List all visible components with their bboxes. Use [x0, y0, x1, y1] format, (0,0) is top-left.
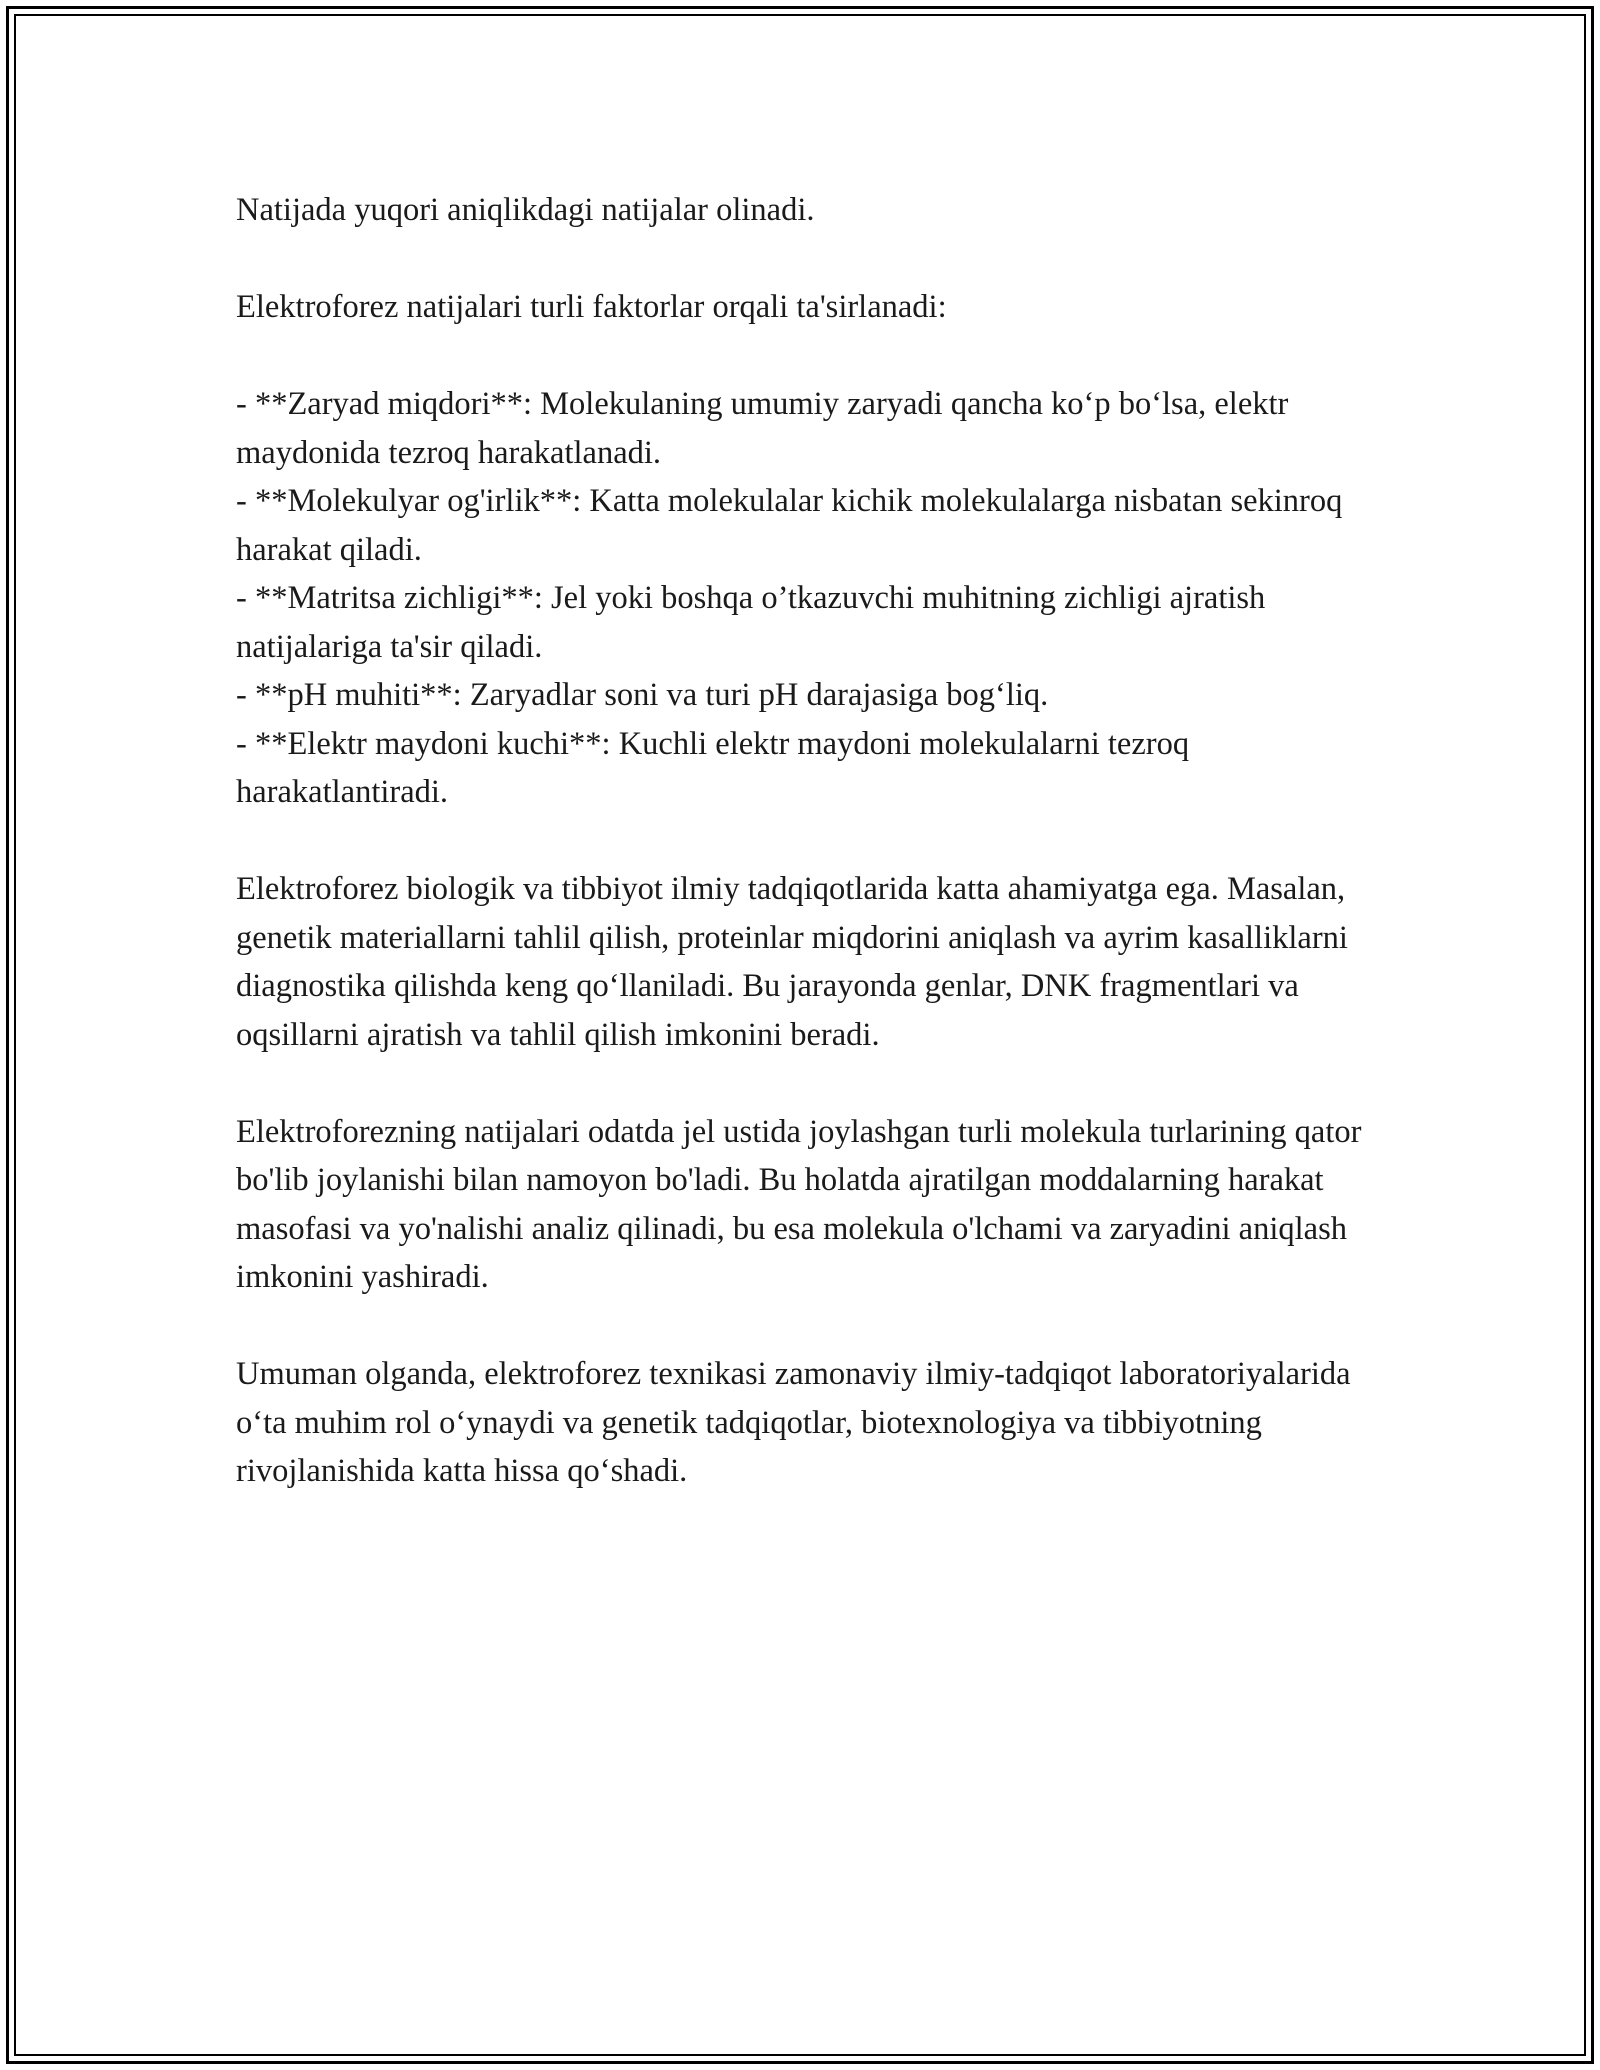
document-body	[236, 186, 1396, 1544]
list-item: - **Molekulyar og'irlik**: Katta molekulalar kichik molekulalarga nisbatan sekinroq harakat qiladi.	[236, 483, 1343, 568]
list-item: - **Matritsa zichligi**: Jel yoki boshqa o’tkazuvchi muhitning zichligi ajratish natijalariga ta'sir qiladi.	[236, 580, 1266, 665]
factors-heading: Elektroforez natijalari turli faktorlar orqali ta'sirlanadi:	[236, 289, 947, 325]
importance-paragraph: Elektroforez biologik va tibbiyot ilmiy tadqiqotlarida katta ahamiyatga ega. Masalan, genetik materiallarni tahlil qilish, proteinlar miqdorini aniqlash va ayrim kasalliklarni diagnostika qilishda keng qo‘llaniladi. Bu jarayonda genlar, DNK fragmentlari va oqsillarni ajratish va tahlil qilish imkonini beradi.	[236, 871, 1348, 1053]
conclusion-paragraph: Umuman olganda, elektroforez texnikasi zamonaviy ilmiy-tadqiqot laboratoriyalarida o‘ta muhim rol o‘ynaydi va genetik tadqiqotlar, biotexnologiya va tibbiyotning rivojlanishida katta hissa qo‘shadi.	[236, 1356, 1351, 1489]
list-item: - **pH muhiti**: Zaryadlar soni va turi pH darajasiga bog‘liq.	[236, 677, 1049, 713]
list-item: - **Elektr maydoni kuchi**: Kuchli elektr maydoni molekulalarni tezroq harakatlantiradi.	[236, 725, 1190, 810]
results-paragraph: Elektroforezning natijalari odatda jel ustida joylashgan turli molekula turlarining qator bo'lib joylanishi bilan namoyon bo'ladi. Bu holatda ajratilgan moddalarning harakat masofasi va yo'nalishi analiz qilinadi, bu esa molekula o'lchami va zaryadini aniqlash imkonini yashiradi.	[236, 1113, 1362, 1295]
factors-list	[236, 380, 1396, 817]
list-item: - **Zaryad miqdori**: Molekulaning umumiy zaryadi qancha ko‘p bo‘lsa, elektr maydonida tezroq harakatlanadi.	[236, 386, 1289, 471]
intro-paragraph: Natijada yuqori aniqlikdagi natijalar olinadi.	[236, 192, 815, 228]
